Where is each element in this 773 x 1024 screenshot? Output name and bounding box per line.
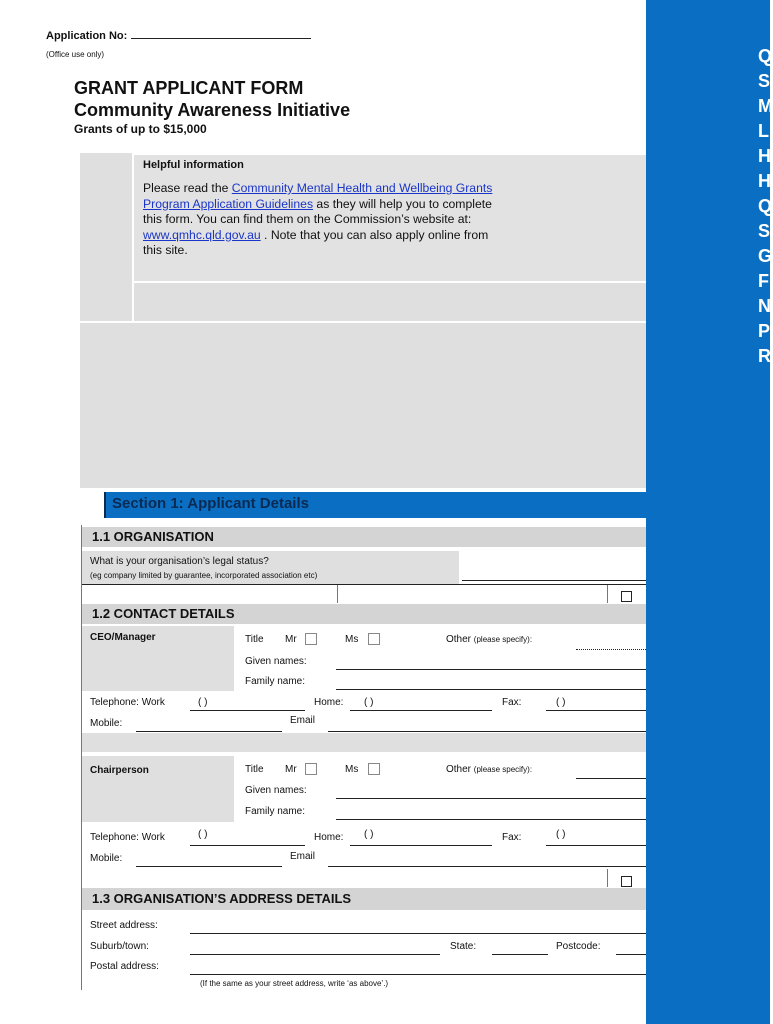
other-hint: (please specify): xyxy=(473,635,533,644)
telephone-work-label: Telephone: Work xyxy=(90,697,165,708)
fax-area-code: ( ) xyxy=(556,697,566,708)
form-title: GRANT APPLICANT FORM xyxy=(74,78,304,98)
fax-label: Fax: xyxy=(502,697,522,708)
postcode-input[interactable] xyxy=(616,954,646,955)
state-label: State: xyxy=(450,941,477,952)
helpful-text xyxy=(143,181,508,259)
home-area-code: ( ) xyxy=(364,697,374,708)
postcode-label: Postcode: xyxy=(556,941,601,952)
side-letter: R xyxy=(758,346,771,366)
ms-label: Ms xyxy=(345,764,359,775)
other-label xyxy=(446,764,532,775)
state-input[interactable] xyxy=(492,954,548,955)
ceo-fax-input[interactable] xyxy=(546,710,646,711)
postal-address-note: (If the same as your street address, write ‘as above’.) xyxy=(200,979,389,988)
other-title-input[interactable] xyxy=(576,778,646,779)
side-letter: N xyxy=(758,296,771,316)
chair-email-input[interactable] xyxy=(328,866,646,867)
ceo-email-input[interactable] xyxy=(328,731,646,732)
fax-area-code: ( ) xyxy=(556,829,566,840)
family-name-label: Family name: xyxy=(245,676,306,687)
family-name-label: Family name: xyxy=(245,806,306,817)
email-label: Email xyxy=(290,851,316,862)
side-letter: Q xyxy=(758,196,773,216)
side-letter: M xyxy=(758,96,773,116)
mr-label: Mr xyxy=(285,634,297,645)
side-letter: L xyxy=(758,121,769,141)
cell-divider xyxy=(607,869,608,887)
work-area-code: ( ) xyxy=(198,697,208,708)
ceo-manager-label: CEO/Manager xyxy=(90,632,156,643)
mobile-label: Mobile: xyxy=(90,853,123,864)
checkbox[interactable] xyxy=(621,876,632,887)
section-bar-accent xyxy=(104,492,106,518)
email-label: Email xyxy=(290,715,316,726)
other-label xyxy=(446,634,532,645)
given-names-label: Given names: xyxy=(245,656,307,667)
telephone-work-label: Telephone: Work xyxy=(90,832,165,843)
mr-checkbox[interactable] xyxy=(305,633,317,645)
mr-checkbox[interactable] xyxy=(305,763,317,775)
side-letter: Q xyxy=(758,46,773,66)
side-letter: H xyxy=(758,146,771,166)
side-letter: P xyxy=(758,321,771,341)
program-title: Community Awareness Initiative xyxy=(74,100,351,120)
fax-label: Fax: xyxy=(502,832,522,843)
legal-status-input[interactable] xyxy=(462,580,646,581)
ceo-given-names-input[interactable] xyxy=(336,669,646,670)
cell-divider xyxy=(337,585,338,603)
application-number-field[interactable] xyxy=(46,29,311,42)
application-number-line[interactable] xyxy=(131,29,311,39)
helpful-lower-band xyxy=(134,283,646,321)
grants-subtitle: Grants of up to $15,000 xyxy=(74,122,207,136)
blank-gray-area xyxy=(80,323,646,488)
chair-home-phone-input[interactable] xyxy=(350,845,492,846)
street-address-input[interactable] xyxy=(190,933,646,934)
title-label: Title xyxy=(245,634,264,645)
helpful-text-middle: as they will help you to complete this form. You can find them on the Commission’s website at: xyxy=(143,196,492,227)
postal-address-label: Postal address: xyxy=(90,961,159,972)
other-title-input[interactable] xyxy=(576,649,646,650)
given-names-label: Given names: xyxy=(245,785,307,796)
office-use-note: (Office use only) xyxy=(46,50,105,59)
ceo-family-name-input[interactable] xyxy=(336,689,646,690)
home-label: Home: xyxy=(314,832,344,843)
helpful-text-end: . Note that you can also apply online from this site. xyxy=(143,227,489,258)
chairperson-label: Chairperson xyxy=(90,765,149,776)
row-divider xyxy=(82,584,646,585)
legal-status-question: What is your organisation’s legal status? xyxy=(90,556,269,567)
ceo-home-phone-input[interactable] xyxy=(350,710,492,711)
helpful-heading: Helpful information xyxy=(143,159,244,171)
chair-given-names-input[interactable] xyxy=(336,798,646,799)
other-text: Other xyxy=(446,634,472,645)
ceo-work-phone-input[interactable] xyxy=(190,710,305,711)
address-header: 1.3 ORGANISATION’S ADDRESS DETAILS xyxy=(82,888,646,910)
mr-label: Mr xyxy=(285,764,297,775)
contact-details-header: 1.2 CONTACT DETAILS xyxy=(82,604,646,624)
side-letter: G xyxy=(758,246,773,266)
mobile-label: Mobile: xyxy=(90,718,123,729)
ms-label: Ms xyxy=(345,634,359,645)
ceo-mobile-input[interactable] xyxy=(136,731,282,732)
ms-checkbox[interactable] xyxy=(368,763,380,775)
home-label: Home: xyxy=(314,697,344,708)
street-address-label: Street address: xyxy=(90,920,158,931)
ms-checkbox[interactable] xyxy=(368,633,380,645)
other-hint: (please specify): xyxy=(473,765,533,774)
suburb-input[interactable] xyxy=(190,954,440,955)
home-area-code: ( ) xyxy=(364,829,374,840)
chair-mobile-input[interactable] xyxy=(136,866,282,867)
checkbox[interactable] xyxy=(621,591,632,602)
work-area-code: ( ) xyxy=(198,829,208,840)
website-link[interactable]: www.qmhc.qld.gov.au xyxy=(143,227,261,242)
section-title: Section 1: Applicant Details xyxy=(112,495,309,512)
spacer-band xyxy=(82,733,646,752)
cell-divider xyxy=(607,585,608,603)
chair-fax-input[interactable] xyxy=(546,845,646,846)
suburb-label: Suburb/town: xyxy=(90,941,149,952)
helpful-text-start: Please read the xyxy=(143,181,232,195)
side-letter: S xyxy=(758,221,771,241)
chair-family-name-input[interactable] xyxy=(336,819,646,820)
title-label: Title xyxy=(245,764,264,775)
sidebar-shade xyxy=(80,153,132,321)
other-text: Other xyxy=(446,764,472,775)
legal-status-hint: (eg company limited by guarantee, incorporated association etc) xyxy=(90,571,318,580)
side-letter: H xyxy=(758,171,771,191)
organisation-header: 1.1 ORGANISATION xyxy=(82,527,646,547)
side-letter: S xyxy=(758,71,771,91)
postal-address-input[interactable] xyxy=(190,974,646,975)
guidelines-link[interactable]: Community Mental Health and Wellbeing Grants Program Application Guidelines xyxy=(143,181,493,211)
side-letter: F xyxy=(758,271,769,291)
side-blue-panel xyxy=(646,0,773,1024)
chair-work-phone-input[interactable] xyxy=(190,845,305,846)
application-number-label: Application No: xyxy=(46,30,128,42)
